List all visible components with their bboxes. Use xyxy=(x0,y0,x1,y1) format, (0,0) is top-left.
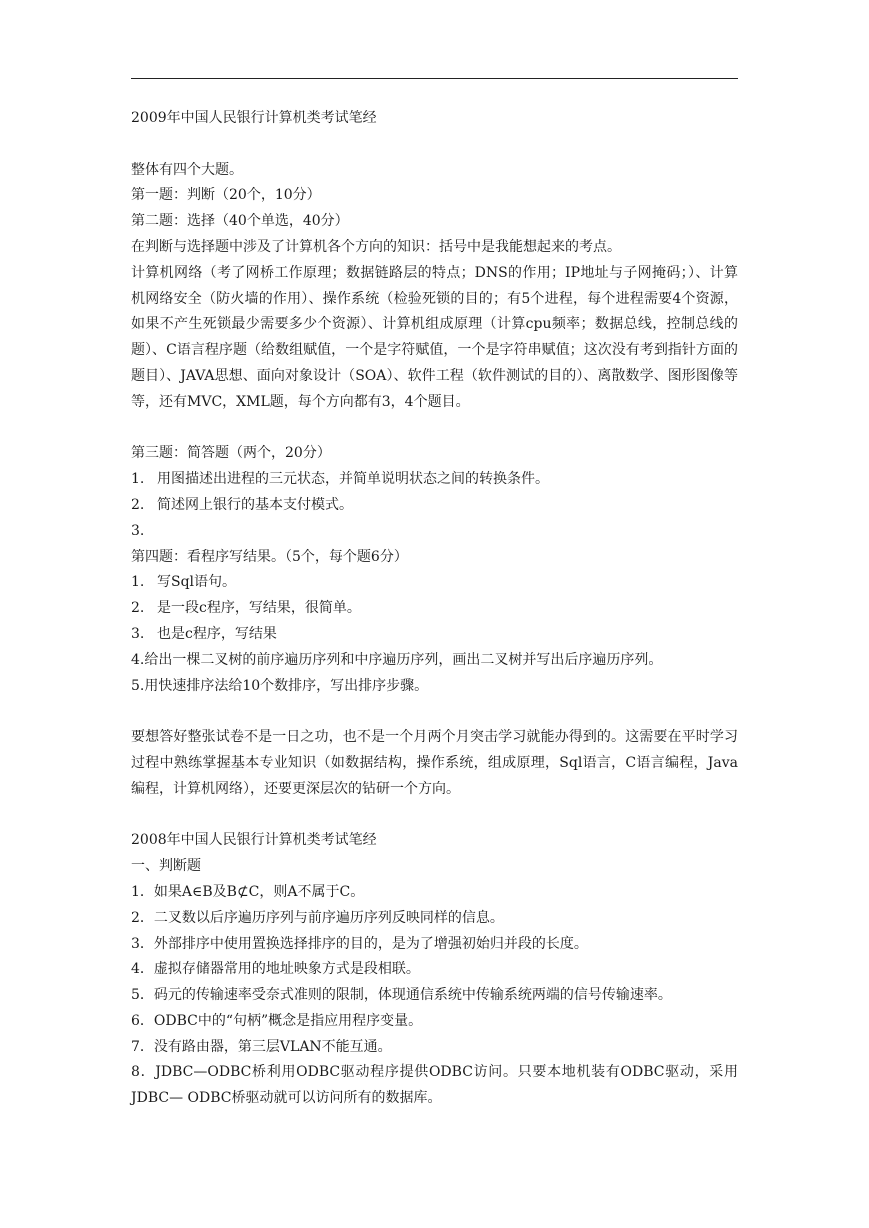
list-number: 2. xyxy=(131,496,145,513)
document-body xyxy=(131,106,738,1112)
part3-heading: 第三题：简答题（两个，20分） xyxy=(131,445,331,462)
list-text: 写Sql语句。 xyxy=(157,574,237,591)
list-number: 3. xyxy=(131,625,145,642)
part2-heading: 第二题：选择（40个单选，40分） xyxy=(131,213,349,230)
judge-item: 5．码元的传输速率受奈式准则的限制，体现通信系统中传输系统两端的信号传输速率。 xyxy=(131,987,672,1004)
list-number: 1. xyxy=(131,574,145,591)
list-item xyxy=(131,467,738,493)
list-item xyxy=(131,596,738,622)
judge-item: 4．虚拟存储器常用的地址映象方式是段相联。 xyxy=(131,961,420,978)
header-rule xyxy=(131,78,738,79)
part4-heading: 第四题：看程序写结果。（5个，每个题6分） xyxy=(131,548,408,565)
list-text: 简述网上银行的基本支付模式。 xyxy=(157,496,353,513)
intro-text: 整体有四个大题。 xyxy=(131,161,243,178)
spacer xyxy=(131,699,738,725)
list-item: 5.用快速排序法给10个数排序，写出排序步骤。 xyxy=(131,677,429,694)
list-number: 1. xyxy=(131,471,145,488)
list-number: 2. xyxy=(131,600,145,617)
judge-item: 7．没有路由器，第三层VLAN不能互通。 xyxy=(131,1038,392,1055)
section-judge-heading: 一、判断题 xyxy=(131,858,201,875)
list-number: 3. xyxy=(131,522,145,539)
judge-item: 6．ODBC中的“句柄”概念是指应用程序变量。 xyxy=(131,1012,423,1029)
list-item xyxy=(131,519,738,545)
list-text: 也是c程序，写结果 xyxy=(157,625,277,642)
list-item xyxy=(131,493,738,519)
judge-item: 1．如果A∈B及B⊄C，则A不属于C。 xyxy=(131,883,365,900)
part1-heading: 第一题：判断（20个，10分） xyxy=(131,187,321,204)
list-text: 用图描述出进程的三元状态，并简单说明状态之间的转换条件。 xyxy=(157,471,549,488)
list-text: 是一段c程序，写结果，很简单。 xyxy=(157,600,361,617)
spacer xyxy=(131,416,738,442)
list-item: 4.给出一棵二叉树的前序遍历序列和中序遍历序列，画出二叉树并写出后序遍历序列。 xyxy=(131,651,663,668)
judge-item: 3．外部排序中使用置换选择排序的目的，是为了增强初始归并段的长度。 xyxy=(131,935,588,952)
note-text: 在判断与选择题中涉及了计算机各个方向的知识：括号中是我能想起来的考点。 xyxy=(131,238,621,255)
list-item xyxy=(131,570,738,596)
judge-item: 8．JDBC—ODBC桥利用ODBC驱动程序提供ODBC访问。只要本地机装有ODBC驱动，采用JDBC— ODBC桥驱动就可以访问所有的数据库。 xyxy=(131,1064,738,1107)
advice-paragraph: 要想答好整张试卷不是一日之功，也不是一个月两个月突击学习就能办得到的。这需要在平时学习过程中熟练掌握基本专业知识（如数据结构，操作系统，组成原理，Sql语言，C语言编程，Java编程，计算机网络），还要更深层次的钻研一个方向。 xyxy=(131,729,738,797)
list-item xyxy=(131,622,738,648)
spacer xyxy=(131,803,738,829)
title-2008: 2008年中国人民银行计算机类考试笔经 xyxy=(131,832,377,849)
topics-paragraph: 计算机网络（考了网桥工作原理；数据链路层的特点；DNS的作用；IP地址与子网掩码；）、计算机网络安全（防火墙的作用）、操作系统（检验死锁的目的；有5个进程，每个进程需要4个资源，如果不产生死锁最少需要多少个资源）、计算机组成原理（计算cpu频率；数据总线，控制总线的题）、C语言程序题（给数组赋值，一个是字符赋值，一个是字符串赋值；这次没有考到指针方面的题目）、JAVA思想、面向对象设计（SOA）、软件工程（软件测试的目的）、离散数学、图形图像等等，还有MVC，XML题，每个方向都有3，4个题目。 xyxy=(131,264,738,410)
title-2009: 2009年中国人民银行计算机类考试笔经 xyxy=(131,110,377,126)
spacer xyxy=(131,132,738,158)
judge-item: 2．二叉数以后序遍历序列与前序遍历序列反映同样的信息。 xyxy=(131,909,504,926)
